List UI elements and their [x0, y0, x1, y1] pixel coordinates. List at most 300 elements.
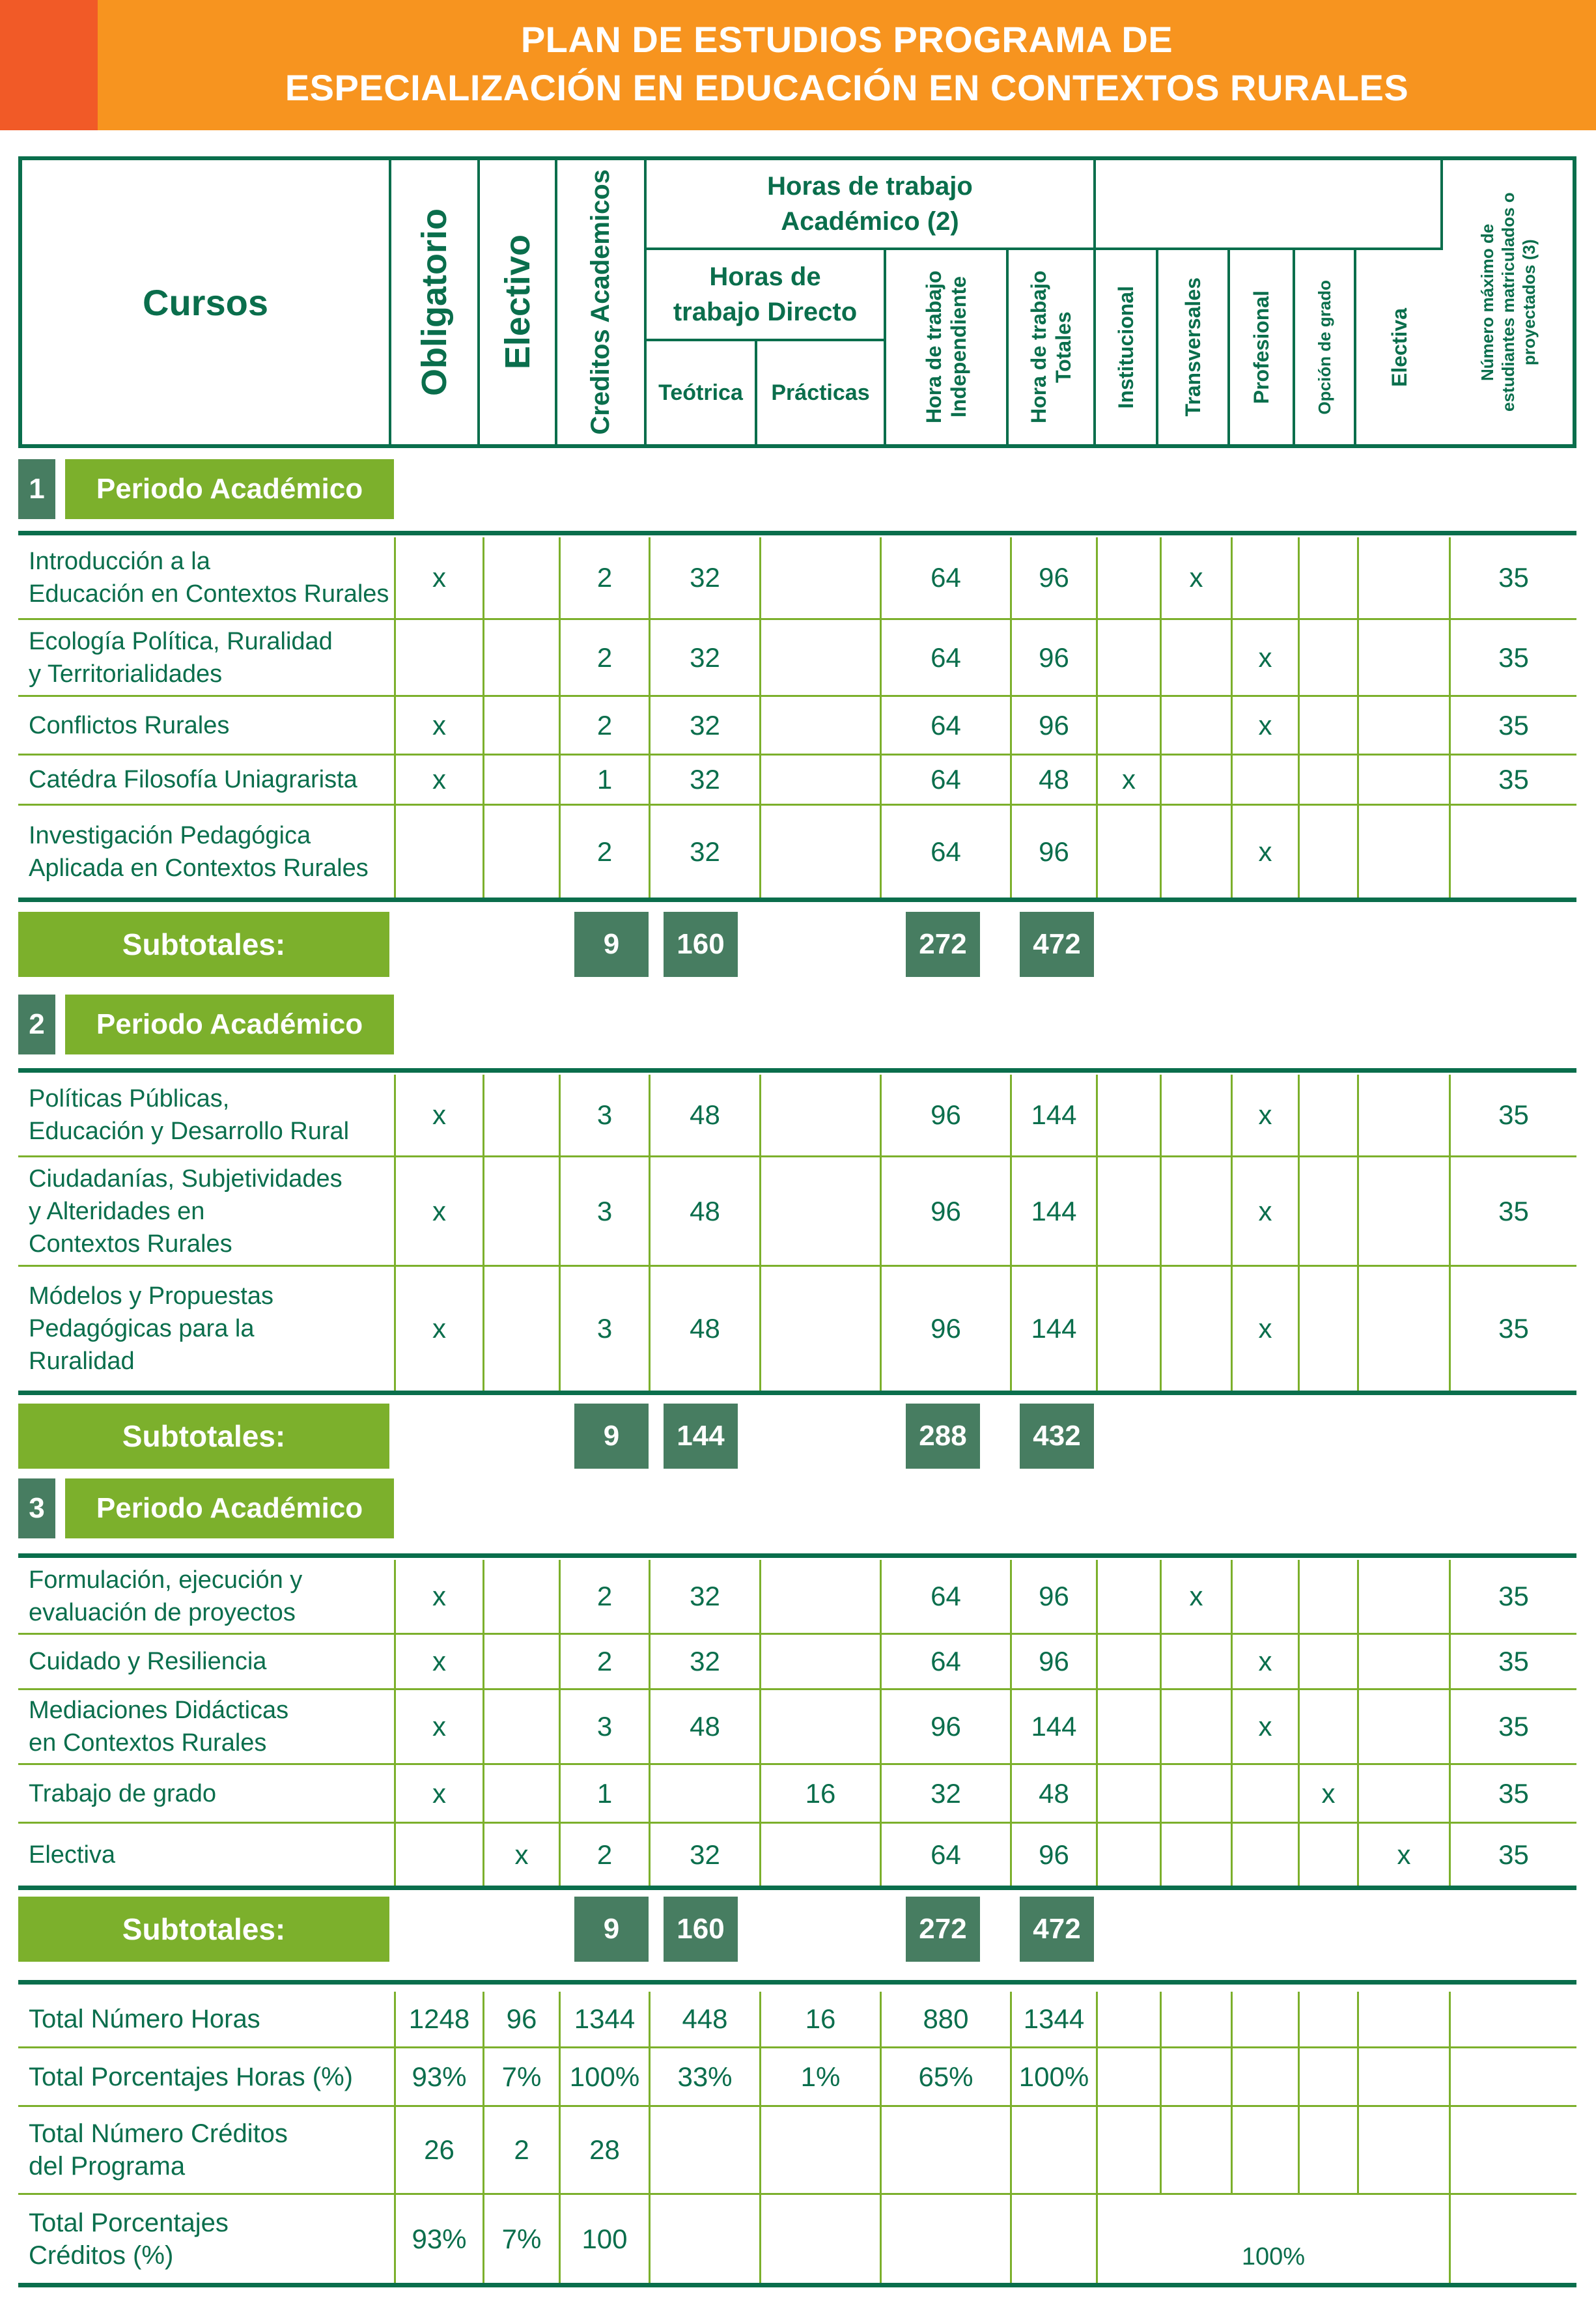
period-title: Periodo Académico — [65, 459, 394, 519]
cell-electiva: x — [1357, 1824, 1449, 1886]
course-row — [18, 697, 1576, 756]
subtotal-tot: 472 — [1020, 912, 1094, 977]
title-line-2: ESPECIALIZACIÓN EN EDUCACIÓN EN CONTEXTOS RURALES — [285, 67, 1409, 108]
cell-ind: 64 — [880, 620, 1010, 695]
cell-tot: 144 — [1010, 1690, 1096, 1763]
cell-cred: 2 — [559, 697, 649, 754]
cell-inst — [1096, 1267, 1160, 1391]
totals-cell-prac — [759, 2107, 880, 2193]
cell-trans — [1160, 1267, 1231, 1391]
course-name: Ciudadanías, Subjetividades y Alteridades en Contextos Rurales — [29, 1165, 343, 1258]
totals-cell-tot: 1344 — [1010, 1992, 1096, 2046]
cell-max: 35 — [1449, 537, 1576, 618]
header-independiente: Hora de trabajo Independiente — [886, 250, 1009, 444]
cell-max: 35 — [1449, 1765, 1576, 1822]
cell-ind: 64 — [880, 756, 1010, 804]
totals-cell-ind — [880, 2107, 1010, 2193]
period-number: 1 — [18, 459, 55, 519]
totals-cell-prac: 16 — [759, 1992, 880, 2046]
totals-cell-oblig: 93% — [394, 2048, 483, 2105]
cell-cred: 1 — [559, 1765, 649, 1822]
cell-oblig: x — [394, 1690, 483, 1763]
cell-tot: 96 — [1010, 537, 1096, 618]
subtotal-tot: 472 — [1020, 1897, 1094, 1962]
course-name: Formulación, ejecución y evaluación de proyectos — [29, 1566, 303, 1626]
cell-prac — [759, 1690, 880, 1763]
cell-prof: x — [1231, 1690, 1298, 1763]
totals-cell-tot — [1010, 2107, 1096, 2193]
cell-inst — [1096, 620, 1160, 695]
cell-electiva — [1357, 620, 1449, 695]
totals-label: Total Porcentajes Horas (%) — [29, 2062, 353, 2091]
cell-ind: 64 — [880, 1824, 1010, 1886]
cell-max: 35 — [1449, 1267, 1576, 1391]
course-row — [18, 537, 1576, 620]
header-numero-maximo: Número máximo de estudiantes matriculados o proyectados (3) — [1477, 192, 1539, 412]
cell-electiva — [1357, 1267, 1449, 1391]
subtotal-ind: 288 — [906, 1404, 980, 1469]
course-name: Cuidado y Resiliencia — [29, 1648, 267, 1675]
cell-electiva — [1357, 1690, 1449, 1763]
subtotal-ind: 272 — [906, 912, 980, 977]
cell-prac — [759, 1075, 880, 1155]
header-teorica: Teótrica — [647, 341, 757, 444]
totals-cell-max — [1449, 2195, 1576, 2283]
cell-prof: x — [1231, 1267, 1298, 1391]
cell-inst — [1096, 1824, 1160, 1886]
totals-cell-oblig: 93% — [394, 2195, 483, 2283]
totals-cell-ind — [880, 2195, 1010, 2283]
header-profesional: Profesional — [1230, 250, 1295, 444]
totals-cell-inst — [1096, 2048, 1160, 2105]
cell-electiva — [1357, 1765, 1449, 1822]
cell-trans — [1160, 697, 1231, 754]
cell-teo: 48 — [649, 1267, 759, 1391]
section-divider — [18, 898, 1576, 902]
cell-inst — [1096, 537, 1160, 618]
course-row — [18, 1075, 1576, 1157]
course-row — [18, 1824, 1576, 1886]
cell-opc — [1298, 537, 1357, 618]
cell-max: 35 — [1449, 1075, 1576, 1155]
cell-max: 35 — [1449, 1560, 1576, 1633]
cell-opc — [1298, 1690, 1357, 1763]
section-divider — [18, 1391, 1576, 1395]
course-row — [18, 620, 1576, 697]
cell-ind: 96 — [880, 1157, 1010, 1265]
period-title: Periodo Académico — [65, 1478, 394, 1538]
course-row — [18, 806, 1576, 898]
subtotal-label: Subtotales: — [18, 1404, 389, 1469]
cell-prac — [759, 1824, 880, 1886]
title-banner — [0, 0, 1596, 130]
course-name: Electiva — [29, 1841, 116, 1869]
cell-trans — [1160, 756, 1231, 804]
cell-max: 35 — [1449, 756, 1576, 804]
cell-max: 35 — [1449, 1690, 1576, 1763]
cell-cred: 3 — [559, 1690, 649, 1763]
cell-oblig — [394, 620, 483, 695]
cell-max — [1449, 806, 1576, 898]
totals-cell-max — [1449, 2107, 1576, 2193]
cell-trans — [1160, 620, 1231, 695]
cell-teo: 32 — [649, 756, 759, 804]
cell-max: 35 — [1449, 1824, 1576, 1886]
totals-cell-opc — [1298, 2048, 1357, 2105]
course-row — [18, 1267, 1576, 1391]
cell-oblig: x — [394, 1765, 483, 1822]
cell-prof — [1231, 1765, 1298, 1822]
cell-trans — [1160, 806, 1231, 898]
cell-opc — [1298, 1267, 1357, 1391]
cell-cred: 1 — [559, 756, 649, 804]
totals-row — [18, 2048, 1576, 2107]
totals-label: Total Porcentajes Créditos (%) — [29, 2208, 229, 2270]
totals-cell-prof — [1231, 2107, 1298, 2193]
cell-prof — [1231, 1560, 1298, 1633]
cell-teo: 48 — [649, 1157, 759, 1265]
cell-inst — [1096, 1075, 1160, 1155]
cell-elect — [483, 537, 559, 618]
header-horas-academico: Horas de trabajo Académico (2) — [647, 160, 1096, 250]
totals-cell-elect: 2 — [483, 2107, 559, 2193]
cell-oblig — [394, 806, 483, 898]
cell-ind: 64 — [880, 1635, 1010, 1688]
cell-prac — [759, 756, 880, 804]
subtotal-teo: 160 — [664, 1897, 738, 1962]
cell-electiva — [1357, 1157, 1449, 1265]
cell-cred: 2 — [559, 806, 649, 898]
totals-cell-cred: 28 — [559, 2107, 649, 2193]
course-row — [18, 1690, 1576, 1765]
totals-cell-max — [1449, 1992, 1576, 2046]
totals-cell-electiva — [1357, 1992, 1449, 2046]
cell-ind: 64 — [880, 697, 1010, 754]
cell-tot: 144 — [1010, 1075, 1096, 1155]
subtotal-cred: 9 — [574, 1897, 649, 1962]
cell-teo: 32 — [649, 1635, 759, 1688]
cell-prof: x — [1231, 1157, 1298, 1265]
cell-inst — [1096, 1635, 1160, 1688]
totals-cell-trans — [1160, 1992, 1231, 2046]
totals-cell-teo — [649, 2195, 759, 2283]
cell-elect — [483, 1075, 559, 1155]
cell-prac — [759, 1635, 880, 1688]
totals-cell-cred: 1344 — [559, 1992, 649, 2046]
course-row — [18, 1765, 1576, 1824]
totals-cell-oblig: 26 — [394, 2107, 483, 2193]
totals-cell-prof — [1231, 1992, 1298, 2046]
cell-max: 35 — [1449, 1157, 1576, 1265]
cell-elect — [483, 1157, 559, 1265]
totals-cell-cred: 100 — [559, 2195, 649, 2283]
cell-tot: 96 — [1010, 806, 1096, 898]
cell-ind: 96 — [880, 1267, 1010, 1391]
course-row — [18, 1157, 1576, 1267]
course-name: Ecología Política, Ruralidad y Territorialidades — [29, 627, 333, 688]
totals-cell-opc — [1298, 2107, 1357, 2193]
cell-prac — [759, 1267, 880, 1391]
totals-cell-ind: 880 — [880, 1992, 1010, 2046]
cell-inst — [1096, 1765, 1160, 1822]
totals-cell-elect: 7% — [483, 2048, 559, 2105]
cell-electiva — [1357, 1635, 1449, 1688]
cell-elect — [483, 620, 559, 695]
header-practicas: Prácticas — [757, 341, 886, 444]
header-transversales: Transversales — [1158, 250, 1230, 444]
cell-teo: 48 — [649, 1075, 759, 1155]
cell-ind: 96 — [880, 1690, 1010, 1763]
cell-inst — [1096, 1690, 1160, 1763]
cell-opc — [1298, 1075, 1357, 1155]
cell-prof: x — [1231, 620, 1298, 695]
cell-cred: 2 — [559, 620, 649, 695]
totals-cell-teo: 33% — [649, 2048, 759, 2105]
period-title: Periodo Académico — [65, 995, 394, 1054]
header-totales: Hora de trabajo Totales — [1009, 250, 1096, 444]
totals-cell-electiva — [1357, 2048, 1449, 2105]
cell-prof: x — [1231, 1635, 1298, 1688]
totals-cell-max — [1449, 2048, 1576, 2105]
totals-label: Total Número Horas — [29, 2005, 260, 2033]
header-creditos: Creditos Academicos — [557, 160, 647, 444]
totals-cell-elect: 7% — [483, 2195, 559, 2283]
cell-elect — [483, 1765, 559, 1822]
cell-oblig — [394, 1824, 483, 1886]
totals-componentes-merged: 100% — [1096, 2195, 1449, 2283]
cell-prac: 16 — [759, 1765, 880, 1822]
page-title — [98, 16, 1596, 112]
totals-cell-tot — [1010, 2195, 1096, 2283]
cell-trans — [1160, 1075, 1231, 1155]
cell-max: 35 — [1449, 620, 1576, 695]
subtotal-teo: 160 — [664, 912, 738, 977]
course-name: Conflictos Rurales — [29, 711, 230, 739]
totals-cell-inst — [1096, 2107, 1160, 2193]
cell-elect — [483, 1690, 559, 1763]
cell-opc: x — [1298, 1765, 1357, 1822]
cell-oblig: x — [394, 1560, 483, 1633]
course-name: Introducción a la Educación en Contextos Rurales — [29, 548, 389, 608]
cell-electiva — [1357, 697, 1449, 754]
cell-opc — [1298, 697, 1357, 754]
subtotal-cred: 9 — [574, 1404, 649, 1469]
cell-ind: 96 — [880, 1075, 1010, 1155]
cell-prof: x — [1231, 1075, 1298, 1155]
cell-elect — [483, 697, 559, 754]
cell-elect — [483, 756, 559, 804]
cell-electiva — [1357, 1075, 1449, 1155]
period-number: 2 — [18, 995, 55, 1054]
cell-tot: 96 — [1010, 697, 1096, 754]
cell-trans — [1160, 1690, 1231, 1763]
cell-prac — [759, 1560, 880, 1633]
totals-cell-trans — [1160, 2107, 1231, 2193]
cell-prof: x — [1231, 697, 1298, 754]
totals-cell-prof — [1231, 2048, 1298, 2105]
totals-row — [18, 2107, 1576, 2195]
totals-cell-elect: 96 — [483, 1992, 559, 2046]
cell-trans: x — [1160, 537, 1231, 618]
subtotal-cred: 9 — [574, 912, 649, 977]
header-electivo: Electivo — [480, 160, 557, 444]
cell-max: 35 — [1449, 697, 1576, 754]
cell-opc — [1298, 1824, 1357, 1886]
cell-teo: 32 — [649, 620, 759, 695]
cell-inst: x — [1096, 756, 1160, 804]
cell-elect: x — [483, 1824, 559, 1886]
banner-accent-strip — [0, 0, 98, 130]
cell-cred: 2 — [559, 1635, 649, 1688]
header-horas-directo: Horas de trabajo Directo — [647, 250, 886, 341]
course-row — [18, 1635, 1576, 1690]
cell-electiva — [1357, 1560, 1449, 1633]
course-name: Módelos y Propuestas Pedagógicas para la Ruralidad — [29, 1282, 273, 1375]
section-divider — [18, 2283, 1576, 2287]
cell-inst — [1096, 1157, 1160, 1265]
cell-oblig: x — [394, 697, 483, 754]
totals-cell-cred: 100% — [559, 2048, 649, 2105]
cell-prac — [759, 697, 880, 754]
totals-row — [18, 2195, 1576, 2283]
cell-prac — [759, 620, 880, 695]
cell-elect — [483, 1635, 559, 1688]
header-institucional: Institucional — [1096, 250, 1158, 444]
cell-prac — [759, 537, 880, 618]
cell-teo: 32 — [649, 697, 759, 754]
cell-prac — [759, 1157, 880, 1265]
course-row — [18, 756, 1576, 806]
cell-tot: 96 — [1010, 1824, 1096, 1886]
cell-trans: x — [1160, 1560, 1231, 1633]
totals-cell-oblig: 1248 — [394, 1992, 483, 2046]
header-componentes — [1096, 160, 1443, 250]
cell-inst — [1096, 697, 1160, 754]
totals-cell-electiva — [1357, 2107, 1449, 2193]
title-line-1: PLAN DE ESTUDIOS PROGRAMA DE — [520, 19, 1173, 60]
subtotal-label: Subtotales: — [18, 1897, 389, 1962]
cell-tot: 48 — [1010, 1765, 1096, 1822]
cell-teo: 48 — [649, 1690, 759, 1763]
subtotal-label: Subtotales: — [18, 912, 389, 977]
totals-cell-inst — [1096, 1992, 1160, 2046]
header-cursos: Cursos — [22, 160, 391, 444]
header-electiva: Electiva — [1388, 307, 1411, 387]
totals-label: Total Número Créditos del Programa — [29, 2119, 288, 2181]
cell-electiva — [1357, 756, 1449, 804]
cell-tot: 96 — [1010, 1560, 1096, 1633]
cell-oblig: x — [394, 1075, 483, 1155]
course-name: Investigación Pedagógica Aplicada en Contextos Rurales — [29, 821, 369, 882]
totals-cell-prac — [759, 2195, 880, 2283]
totals-cell-teo: 448 — [649, 1992, 759, 2046]
cell-tot: 144 — [1010, 1267, 1096, 1391]
cell-cred: 3 — [559, 1267, 649, 1391]
cell-elect — [483, 1560, 559, 1633]
header-opcion-grado: Opción de grado — [1295, 250, 1356, 444]
cell-prof — [1231, 537, 1298, 618]
cell-teo: 32 — [649, 1560, 759, 1633]
course-name: Mediaciones Didácticas en Contextos Rurales — [29, 1697, 289, 1757]
cell-opc — [1298, 620, 1357, 695]
course-row — [18, 1560, 1576, 1635]
cell-cred: 2 — [559, 537, 649, 618]
cell-tot: 48 — [1010, 756, 1096, 804]
totals-cell-tot: 100% — [1010, 2048, 1096, 2105]
section-divider — [18, 1553, 1576, 1558]
section-divider — [18, 1068, 1576, 1073]
cell-ind: 64 — [880, 1560, 1010, 1633]
cell-trans — [1160, 1635, 1231, 1688]
cell-tot: 96 — [1010, 620, 1096, 695]
cell-elect — [483, 806, 559, 898]
cell-cred: 2 — [559, 1824, 649, 1886]
cell-prof: x — [1231, 806, 1298, 898]
section-divider — [18, 531, 1576, 535]
cell-tot: 144 — [1010, 1157, 1096, 1265]
totals-cell-opc — [1298, 1992, 1357, 2046]
totals-cell-ind: 65% — [880, 2048, 1010, 2105]
cell-oblig: x — [394, 1635, 483, 1688]
cell-oblig: x — [394, 756, 483, 804]
header-obligatorio: Obligatorio — [391, 160, 480, 444]
cell-trans — [1160, 1824, 1231, 1886]
section-divider — [18, 1980, 1576, 1985]
cell-opc — [1298, 1560, 1357, 1633]
totals-cell-prac: 1% — [759, 2048, 880, 2105]
cell-ind: 64 — [880, 537, 1010, 618]
cell-prof — [1231, 1824, 1298, 1886]
cell-prof — [1231, 756, 1298, 804]
cell-teo: 32 — [649, 1824, 759, 1886]
cell-opc — [1298, 806, 1357, 898]
cell-elect — [483, 1267, 559, 1391]
cell-teo — [649, 1765, 759, 1822]
totals-row — [18, 1992, 1576, 2048]
course-name: Políticas Públicas, Educación y Desarrollo Rural — [29, 1085, 350, 1145]
cell-teo: 32 — [649, 806, 759, 898]
cell-prac — [759, 806, 880, 898]
totals-cell-teo — [649, 2107, 759, 2193]
cell-ind: 64 — [880, 806, 1010, 898]
cell-trans — [1160, 1157, 1231, 1265]
cell-opc — [1298, 1157, 1357, 1265]
cell-opc — [1298, 1635, 1357, 1688]
cell-oblig: x — [394, 537, 483, 618]
cell-oblig: x — [394, 1157, 483, 1265]
cell-teo: 32 — [649, 537, 759, 618]
course-name: Trabajo de grado — [29, 1779, 217, 1807]
cell-electiva — [1357, 806, 1449, 898]
cell-max: 35 — [1449, 1635, 1576, 1688]
cell-electiva — [1357, 537, 1449, 618]
subtotal-tot: 432 — [1020, 1404, 1094, 1469]
cell-inst — [1096, 806, 1160, 898]
period-number: 3 — [18, 1478, 55, 1538]
cell-cred: 3 — [559, 1075, 649, 1155]
cell-opc — [1298, 756, 1357, 804]
subtotal-teo: 144 — [664, 1404, 738, 1469]
cell-cred: 3 — [559, 1157, 649, 1265]
cell-oblig: x — [394, 1267, 483, 1391]
cell-cred: 2 — [559, 1560, 649, 1633]
section-divider — [18, 1886, 1576, 1890]
cell-ind: 32 — [880, 1765, 1010, 1822]
cell-tot: 96 — [1010, 1635, 1096, 1688]
table-header — [18, 156, 1576, 448]
totals-cell-trans — [1160, 2048, 1231, 2105]
course-name: Catédra Filosofía Uniagrarista — [29, 766, 357, 793]
